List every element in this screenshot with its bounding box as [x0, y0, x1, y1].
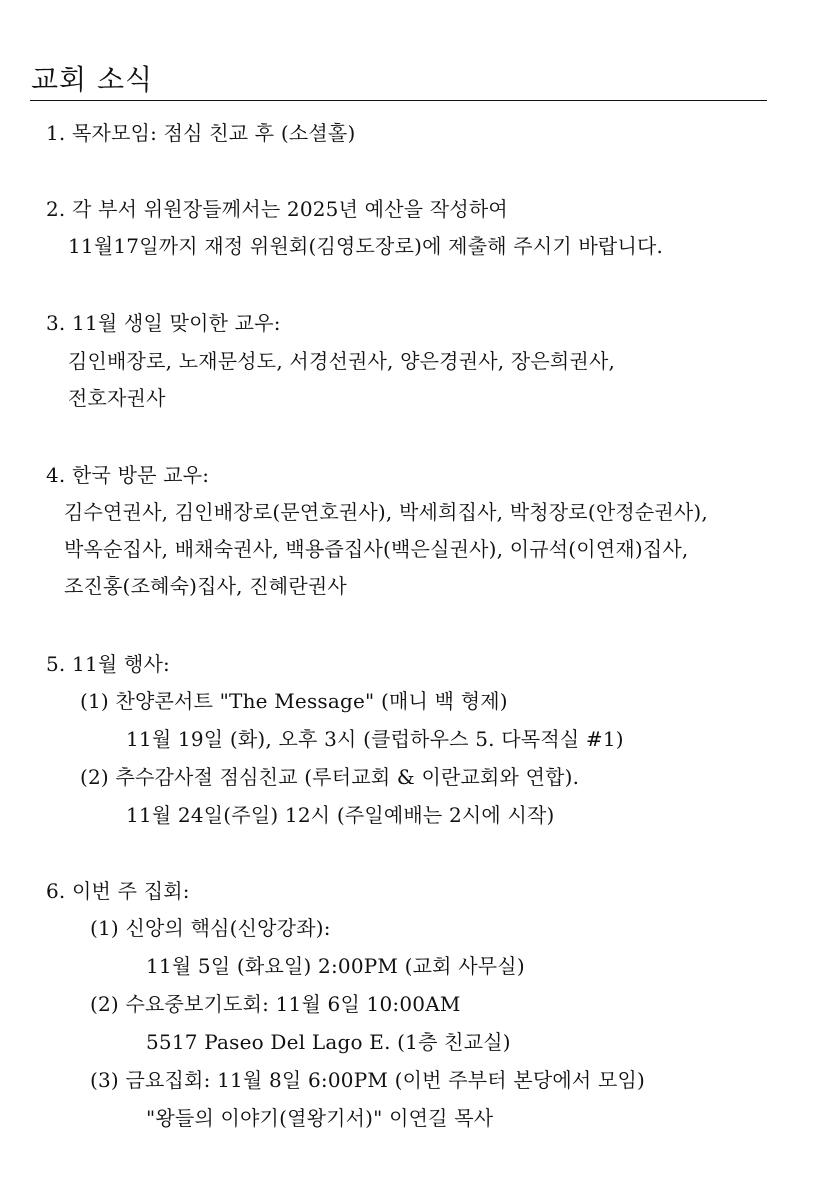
item-6-meeting-3-detail: "왕들의 이야기(열왕기서)" 이연길 목사 [146, 1106, 494, 1130]
page-title: 교회 소식 [31, 63, 154, 96]
item-3-heading-birthdays: 3. 11월 생일 맞이한 교우: [46, 311, 281, 335]
item-6-meeting-2-wednesday-prayer: (2) 수요중보기도회: 11월 6일 10:00AM [90, 992, 461, 1016]
item-5-event-1-concert: (1) 찬양콘서트 "The Message" (매니 백 형제) [80, 689, 508, 713]
item-5-event-2-detail: 11월 24일(주일) 12시 (주일예배는 2시에 시작) [126, 803, 555, 827]
item-6-meeting-1-detail: 11월 5일 (화요일) 2:00PM (교회 사무실) [146, 954, 525, 978]
item-6-heading-this-week-meetings: 6. 이번 주 집회: [46, 879, 190, 903]
item-4-visitor-names-2: 박옥순집사, 배채숙권사, 백용즙집사(백은실권사), 이규석(이연재)집사, [64, 537, 689, 561]
item-5-event-2-thanksgiving: (2) 추수감사절 점심친교 (루터교회 & 이란교회와 연합). [80, 765, 580, 789]
item-1-shepherd-meeting: 1. 목자모임: 점심 친교 후 (소셜홀) [46, 121, 356, 145]
item-2-budget-deadline: 11월17일까지 재정 위원회(김영도장로)에 제출해 주시기 바랍니다. [68, 234, 664, 258]
item-5-heading-november-events: 5. 11월 행사: [46, 652, 170, 676]
title-divider [30, 100, 767, 101]
item-6-meeting-2-detail: 5517 Paseo Del Lago E. (1층 친교실) [146, 1030, 511, 1054]
item-3-birthday-names-1: 김인배장로, 노재문성도, 서경선권사, 양은경권사, 장은희권사, [68, 349, 616, 373]
item-4-heading-korea-visitors: 4. 한국 방문 교우: [46, 463, 210, 487]
item-2-budget-notice: 2. 각 부서 위원장들께서는 2025년 예산을 작성하여 [46, 197, 508, 221]
item-4-visitor-names-3: 조진홍(조혜숙)집사, 진혜란권사 [64, 574, 347, 598]
item-5-event-1-detail: 11월 19일 (화), 오후 3시 (클럽하우스 5. 다목적실 #1) [126, 727, 624, 751]
item-6-meeting-1-faith-class: (1) 신앙의 핵심(신앙강좌): [90, 916, 331, 940]
item-6-meeting-3-friday-service: (3) 금요집회: 11월 8일 6:00PM (이번 주부터 본당에서 모임) [90, 1068, 645, 1092]
item-4-visitor-names-1: 김수연권사, 김인배장로(문연호권사), 박세희집사, 박청장로(안정순권사), [64, 500, 708, 524]
item-3-birthday-names-2: 전호자권사 [68, 386, 166, 410]
